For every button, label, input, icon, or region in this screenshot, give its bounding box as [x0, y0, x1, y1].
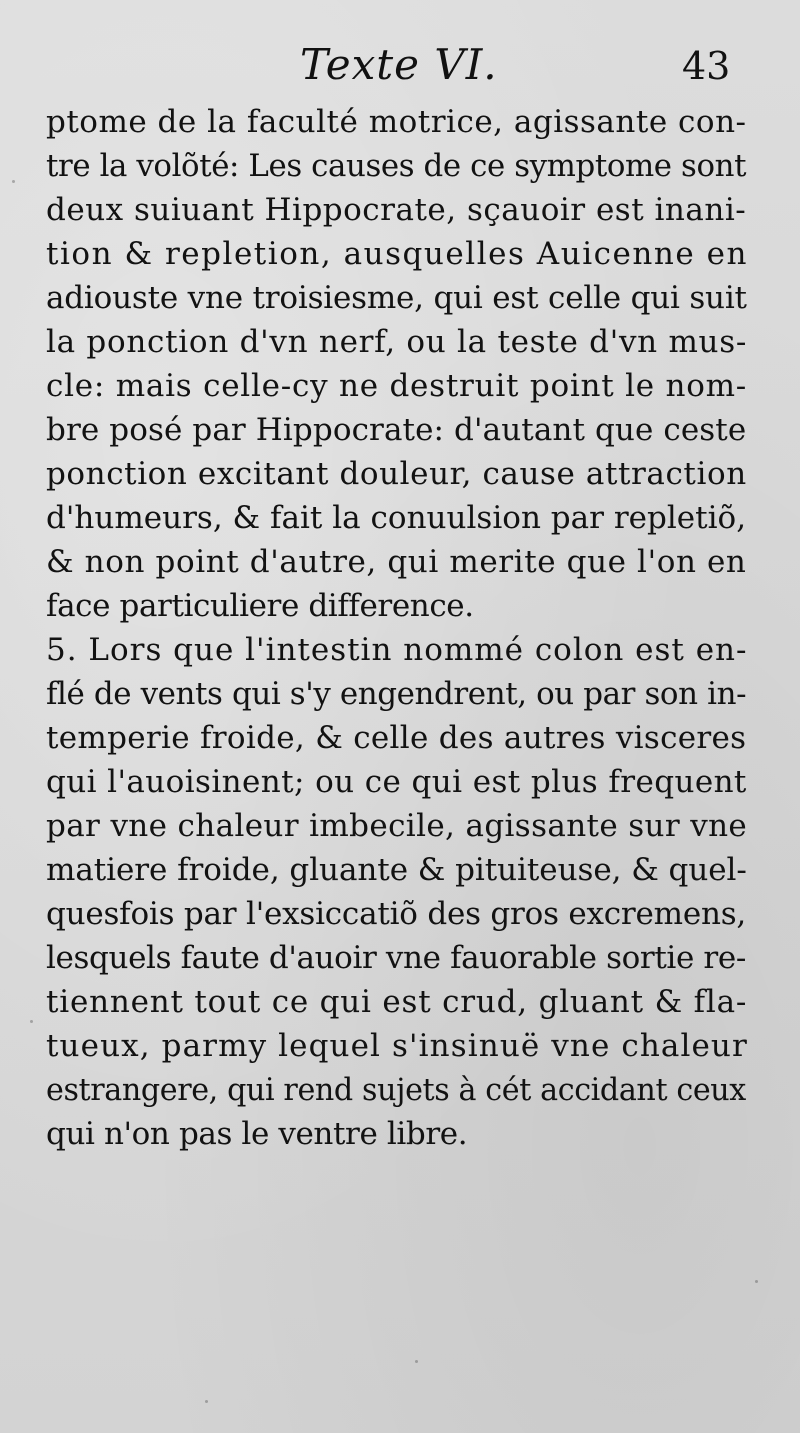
text-line: qui l'auoisinent; ou ce qui est plus frequent [46, 764, 747, 800]
text-line: la ponction d'vn nerf, ou la teste d'vn mus- [46, 324, 748, 360]
ink-speck [205, 1400, 208, 1403]
body-text [46, 100, 746, 1156]
text-line: & non point d'autre, qui merite que l'on en [46, 544, 747, 580]
text-line: qui n'on pas le ventre libre. [46, 1116, 468, 1152]
text-line: flé de vents qui s'y engendrent, ou par son in- [46, 676, 747, 712]
text-line: adiouste vne troisiesme, qui est celle qui suit [46, 280, 747, 316]
text-line: d'humeurs, & fait la conuulsion par repletiõ, [46, 500, 747, 536]
text-line: ponction excitant douleur, cause attraction [46, 456, 747, 492]
text-line: face particuliere difference. [46, 588, 474, 624]
ink-speck [12, 180, 15, 183]
running-title: Texte VI. [300, 40, 498, 89]
text-line: tueux, parmy lequel s'insinuë vne chaleur [46, 1028, 748, 1064]
text-line: tiennent tout ce qui est crud, gluant & fla- [46, 984, 748, 1020]
text-line: cle: mais celle-cy ne destruit point le nom- [46, 368, 748, 404]
text-line: lesquels faute d'auoir vne fauorable sortie re- [46, 940, 746, 976]
text-line: 5. Lors que l'intestin nommé colon est en- [46, 632, 748, 668]
ink-speck [415, 1360, 418, 1363]
text-line: bre posé par Hippocrate: d'autant que ceste [46, 412, 747, 448]
text-line: par vne chaleur imbecile, agissante sur vne [46, 808, 748, 844]
page-header [0, 40, 800, 100]
text-line: tion & repletion, ausquelles Auicenne en [46, 236, 748, 272]
text-line: matiere froide, gluante & pituiteuse, & quel- [46, 852, 747, 888]
text-line: ptome de la faculté motrice, agissante con- [46, 104, 747, 140]
text-line: deux suiuant Hippocrate, sçauoir est inani- [46, 192, 747, 228]
text-line: quesfois par l'exsiccatiõ des gros excremens, [46, 896, 747, 932]
text-line: estrangere, qui rend sujets à cét accidant ceux [46, 1072, 746, 1108]
page-number: 43 [682, 44, 731, 88]
ink-speck [755, 1280, 758, 1283]
text-line: tre la volõté: Les causes de ce symptome sont [46, 148, 747, 184]
ink-speck [30, 1020, 33, 1023]
text-line: temperie froide, & celle des autres visceres [46, 720, 747, 756]
